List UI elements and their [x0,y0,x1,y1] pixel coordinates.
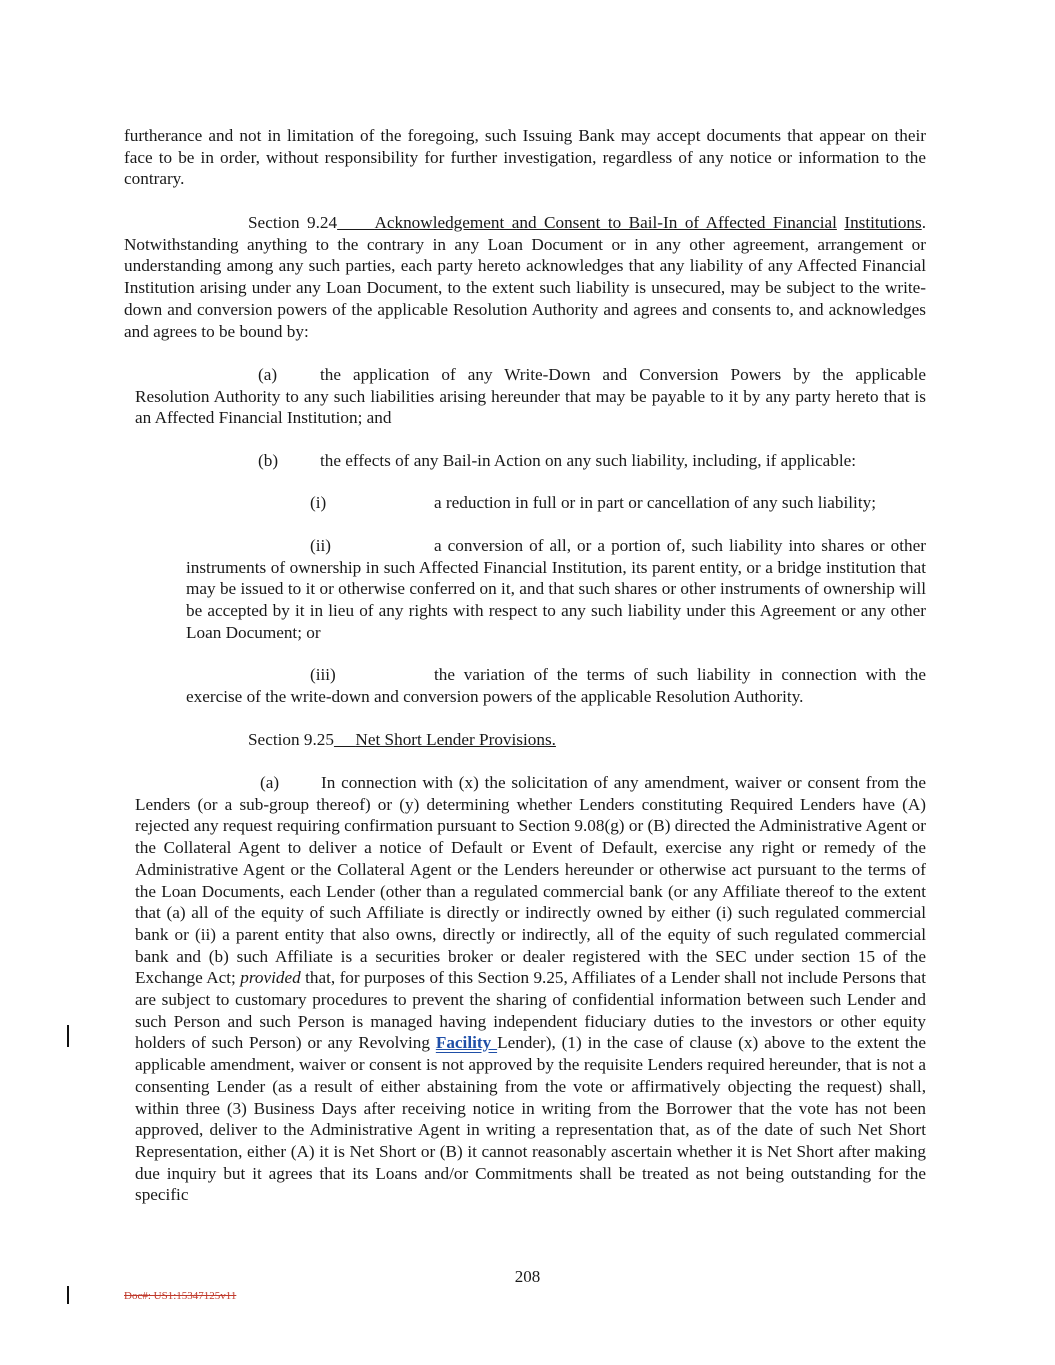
provided-term: provided [240,968,301,988]
section-9-24-title-1: Acknowledgement and Consent to Bail-In of Affected Financial [374,213,837,232]
s925-item-a-text-3: Lender), (1) in the case of clause (x) above to the extent the applicable amendment, waiver or consent is not approved by the requisite Lenders required hereunder, that is not a consenting Lender (as a result of either abstaining from the vote or affirmatively objecting the request) shall, within three (3) Business Days after receiving notice in writing from the Borrower that the vote has not been approved, deliver to the Administrative Agent in writing a representation that, as of the date of such Net Short Representation, either (A) it is Net Short or (B) it cannot reasonably ascertain whether it is Net Short after making due inquiry but it agrees that its Loans and/or Commitments shall be treated as not being outstanding for the specific [135,1033,926,1205]
section-9-25-heading [248,729,926,751]
item-i-label: (i) [310,493,327,512]
s925-item-a-text-2: that, for purposes of this Section 9.25, Affiliates of a Lender shall not include Persons that are subject to customary procedures to prevent the sharing of confidential information between such Lender and such Person and such Person is managed having independent fiduciary duties to the investors or other equity holders of such Person) or any Revolving [135,968,926,1053]
item-b-text: the effects of any Bail-in Action on any such liability, including, if applicable: [320,451,857,470]
revision-bar-1 [67,1025,69,1047]
item-a-label: (a) [258,365,278,384]
section-9-24-item-iii [186,664,926,707]
section-9-24-title-2: Institutions [844,213,922,232]
s925-item-a-label: (a) [260,773,280,792]
section-9-25-item-a [135,772,926,1206]
section-9-24-item-b [258,450,926,472]
section-9-24-item-ii [186,535,926,644]
section-9-24-item-i [310,492,926,514]
item-iii-text: the variation of the terms of such liability in connection with the exercise of the write-down and conversion powers of the applicable Resolution Authority. [186,665,926,706]
item-iii-label: (iii) [310,665,336,684]
item-b-label: (b) [258,451,279,470]
section-9-25-number: Section 9.25 [248,730,334,749]
section-9-24-body: . Notwithstanding anything to the contrary in any Loan Document or in any other agreement, arrangement or understanding among any such parties, each party hereto acknowledges that any liability of any Affected Financial Institution arising under any Loan Document, to the extent such liability is unsecured, may be subject to the write-down and conversion powers of the applicable Resolution Authority and agrees and consents to, and acknowledges and agrees to be bound by: [124,213,927,341]
page-number: 208 [514,1267,541,1286]
item-i-text: a reduction in full or in part or cancellation of any such liability; [434,493,876,512]
section-9-24-number: Section 9.24 [248,213,338,232]
item-ii-text: a conversion of all, or a portion of, such liability into shares or other instruments of ownership in such Affected Financial Institution, its parent entity, or a bridge institution that may be issued to it or otherwise conferred on it, and that such shares or other instruments of ownership will be accepted by it in lieu of any rights with respect to any such liability under this Agreement or any other Loan Document; or [186,536,926,642]
revision-bar-2 [67,1286,69,1304]
item-ii-label: (ii) [310,536,331,555]
section-9-25-title: Net Short Lender Provisions. [355,730,556,749]
facility-revision-link[interactable]: Facility [435,1033,498,1053]
item-a-text: the application of any Write-Down and Conversion Powers by the applicable Resolution Authority to any such liabilities arising hereunder that may be payable to it by any party hereto that is an Affected Financial Institution; and [135,365,926,428]
document-id: Doc#: US1:15347125v11 [124,1290,237,1302]
intro-paragraph: furtherance and not in limitation of the foregoing, such Issuing Bank may accept documents that appear on their face to be in order, without responsibility for further investigation, regardless of any notice or information to the contrary. [124,126,926,189]
section-9-24-paragraph [124,212,926,342]
section-9-24-item-a [135,364,926,429]
s925-item-a-text-1: In connection with (x) the solicitation of any amendment, waiver or consent from the Lenders (or a sub-group thereof) or (y) determining whether Lenders constituting Required Lenders have (A) rejected any request requiring confirmation pursuant to Section 9.08(g) or (B) directed the Administrative Agent or the Collateral Agent to deliver a notice of Default or Event of Default, exercise any right or remedy of the Administrative Agent or the Collateral Agent or the Lenders hereunder or otherwise act pursuant to the terms of the Loan Documents, each Lender (other than a regulated commercial bank (or any Affiliate thereof to the extent that (a) all of the equity of such Affiliate is directly or indirectly owned by either (i) such regulated commercial bank or (ii) a parent entity that also owns, directly or indirectly, all of the equity of such regulated commercial bank and (b) such Affiliate is a securities broker or dealer registered with the SEC under section 15 of the Exchange Act; [135,773,926,988]
